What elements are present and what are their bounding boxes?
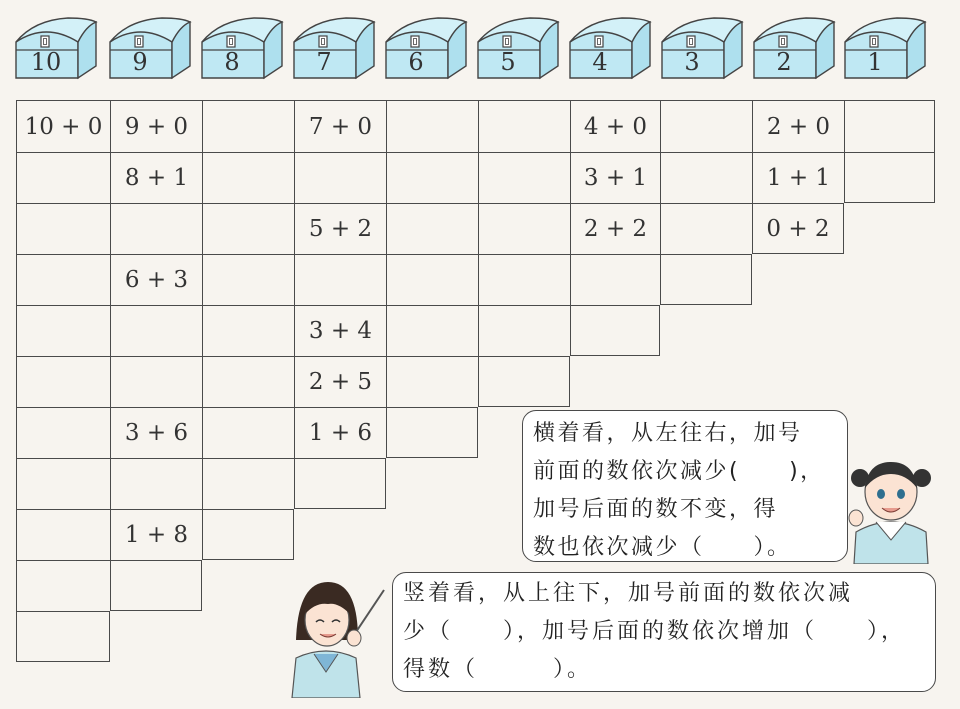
table-cell	[386, 305, 478, 356]
table-cell	[16, 611, 110, 662]
table-cell	[202, 305, 294, 356]
table-cell: 7 + 0	[294, 100, 386, 152]
table-cell	[202, 100, 294, 152]
chest-number: 7	[316, 48, 332, 76]
table-cell	[386, 407, 478, 458]
chest-number: 8	[224, 48, 240, 76]
bubble-text-line: 得数（ ）。	[403, 657, 593, 682]
girl-with-pointer-illustration	[282, 574, 390, 698]
bubble-text-line: 加号后面的数不变，得	[533, 497, 779, 522]
table-cell	[478, 356, 570, 407]
chest-number: 1	[867, 48, 883, 76]
table-cell	[110, 203, 202, 254]
bubble-text-line: 数也依次减少（ ）。	[533, 535, 792, 560]
chest-number: 9	[132, 48, 148, 76]
table-cell	[16, 356, 110, 407]
table-cell: 1 + 1	[752, 152, 844, 203]
table-cell	[570, 305, 660, 356]
table-cell	[386, 356, 478, 407]
bubble-text-line: 横着看，从左往右，加号	[533, 421, 803, 446]
table-cell: 8 + 1	[110, 152, 202, 203]
chest-number: 2	[776, 48, 792, 76]
bubble-text-line: 竖着看，从上往下，加号前面的数依次减	[403, 581, 854, 606]
table-cell	[570, 254, 660, 305]
table-cell	[478, 100, 570, 152]
speech-bubble-vertical	[392, 572, 936, 692]
table-cell	[844, 152, 935, 203]
table-cell	[386, 100, 478, 152]
table-cell	[294, 254, 386, 305]
table-cell	[16, 305, 110, 356]
table-cell	[660, 203, 752, 254]
table-cell	[110, 458, 202, 509]
table-cell	[844, 100, 935, 152]
table-cell: 3 + 1	[570, 152, 660, 203]
table-cell	[202, 509, 294, 560]
table-cell	[660, 152, 752, 203]
table-cell	[202, 407, 294, 458]
bubble-text-line: 前面的数依次减少( )，	[533, 459, 825, 484]
table-cell	[16, 509, 110, 560]
table-cell	[110, 356, 202, 407]
table-cell	[202, 152, 294, 203]
table-cell: 5 + 2	[294, 203, 386, 254]
table-cell	[386, 203, 478, 254]
table-cell: 10 + 0	[16, 100, 110, 152]
table-cell	[110, 560, 202, 611]
table-cell: 6 + 3	[110, 254, 202, 305]
table-cell: 4 + 0	[570, 100, 660, 152]
table-cell: 1 + 6	[294, 407, 386, 458]
girl-with-pigtails-illustration	[846, 448, 936, 564]
table-cell	[202, 254, 294, 305]
table-cell	[478, 305, 570, 356]
table-cell	[294, 152, 386, 203]
chest-number: 5	[500, 48, 516, 76]
table-cell: 2 + 0	[752, 100, 844, 152]
table-cell	[660, 100, 752, 152]
table-cell: 2 + 5	[294, 356, 386, 407]
table-cell	[16, 560, 110, 611]
table-cell	[478, 203, 570, 254]
table-cell	[478, 254, 570, 305]
table-cell	[386, 152, 478, 203]
table-cell	[110, 305, 202, 356]
table-cell	[16, 203, 110, 254]
bubble-text-line: 少（ ），加号后面的数依次增加（ ），	[403, 619, 907, 644]
table-cell: 0 + 2	[752, 203, 844, 254]
table-cell	[478, 152, 570, 203]
table-cell: 3 + 6	[110, 407, 202, 458]
table-cell	[202, 203, 294, 254]
table-cell: 3 + 4	[294, 305, 386, 356]
chest-number: 4	[592, 48, 608, 76]
table-cell: 9 + 0	[110, 100, 202, 152]
table-cell	[294, 458, 386, 509]
table-cell	[16, 254, 110, 305]
table-cell	[386, 254, 478, 305]
table-cell	[202, 458, 294, 509]
chest-number: 10	[30, 48, 62, 76]
table-cell: 1 + 8	[110, 509, 202, 560]
table-cell	[660, 254, 752, 305]
table-cell	[16, 152, 110, 203]
chest-number: 3	[684, 48, 700, 76]
speech-bubble-horizontal	[522, 410, 848, 562]
chest-number: 6	[408, 48, 424, 76]
table-cell: 2 + 2	[570, 203, 660, 254]
table-cell	[16, 458, 110, 509]
table-cell	[16, 407, 110, 458]
table-cell	[202, 356, 294, 407]
